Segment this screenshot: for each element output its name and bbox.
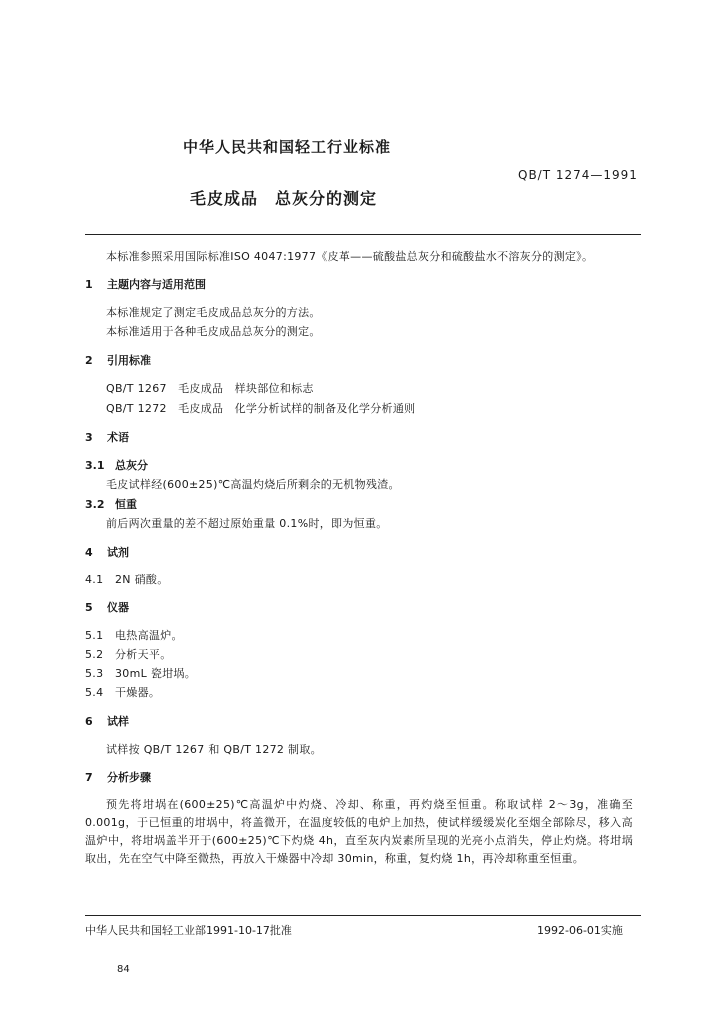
section-number: 6 [85,715,93,728]
procedure-paragraph: 预先将坩埚在(600±25)℃高温炉中灼烧、冷却、称重，再灼烧至恒重。称取试样 2～3g，准确至 0.001g，于已恒重的坩埚中，将盖微开，在温度较低的电炉上加热，使试样缓缓炭化至烟全部除尽，移入高温炉中，将坩埚盖半开于(600±25)℃下灼烧 4h，直至灰内炭素所呈现的光亮小点消失，停止灼烧。将坩埚取出，先在空气中降至微热，再放入干燥器中冷却 30min，称重，复灼烧 1h，再冷却称重至恒重。 [85,798,633,865]
section-number: 4 [85,546,93,559]
sample-text: 试样按 QB/T 1267 和 QB/T 1272 制取。 [106,743,322,756]
clause-number: 5.4 [85,686,104,699]
standard-number: QB/T 1274—1991 [518,168,638,182]
clause-text: 干燥器。 [115,686,161,699]
section-6-heading [85,713,129,729]
section-number: 3 [85,431,93,444]
reference-2: QB/T 1272 毛皮成品 化学分析试样的制备及化学分析通则 [106,402,416,415]
section-number: 1 [85,278,93,291]
section-1-heading [85,276,206,292]
clause-number: 3.2 [85,498,105,511]
footer-rule [85,915,641,916]
page-number: 84 [117,964,130,975]
apparatus-5-1 [85,627,183,643]
section-title: 试剂 [107,546,129,559]
section-number: 5 [85,601,93,614]
section-5-heading [85,599,129,615]
section-title: 分析步骤 [107,771,151,784]
clause-number: 5.3 [85,667,104,680]
clause-number: 5.2 [85,648,104,661]
section-number: 2 [85,354,93,367]
section-title: 术语 [107,431,129,444]
section-title: 主题内容与适用范围 [107,278,206,291]
term-3-2 [85,496,137,512]
section-7-heading [85,769,151,785]
clause-number: 4.1 [85,573,104,586]
effective-date: 1992-06-01实施 [537,924,623,937]
apparatus-5-3 [85,665,196,681]
term-3-1 [85,457,148,473]
clause-number: 5.1 [85,629,104,642]
section-title: 仪器 [107,601,129,614]
section-3-heading [85,429,129,445]
approval-statement: 中华人民共和国轻工业部1991-10-17批准 [85,924,292,937]
section-4-heading [85,544,129,560]
section-title: 引用标准 [107,354,151,367]
term-3-1-definition: 毛皮试样经(600±25)℃高温灼烧后所剩余的无机物残渣。 [106,478,400,491]
clause-text: 电热高温炉。 [115,629,183,642]
section-number: 7 [85,771,93,784]
term-3-2-definition: 前后两次重量的差不超过原始重量 0.1%时，即为恒重。 [106,517,388,530]
document-title: 毛皮成品 总灰分的测定 [190,189,378,208]
term-name: 恒重 [115,498,137,511]
term-name: 总灰分 [115,459,148,472]
intro-text: 本标准参照采用国际标准ISO 4047:1977《皮革——硫酸盐总灰分和硫酸盐水不溶灰分的测定》。 [106,250,594,263]
clause-text: 分析天平。 [115,648,172,661]
clause-number: 3.1 [85,459,105,472]
apparatus-5-4 [85,684,160,700]
header-rule [85,234,641,235]
issuing-body: 中华人民共和国轻工行业标准 [183,138,392,156]
reference-1: QB/T 1267 毛皮成品 样块部位和标志 [106,382,314,395]
clause-text: 30mL 瓷坩埚。 [115,667,197,680]
clause-text: 2N 硝酸。 [115,573,169,586]
section-2-heading [85,352,151,368]
section-1-line-2: 本标准适用于各种毛皮成品总灰分的测定。 [106,325,321,338]
reagent-4-1 [85,571,169,587]
apparatus-5-2 [85,646,172,662]
section-1-line-1: 本标准规定了测定毛皮成品总灰分的方法。 [106,306,321,319]
section-title: 试样 [107,715,129,728]
